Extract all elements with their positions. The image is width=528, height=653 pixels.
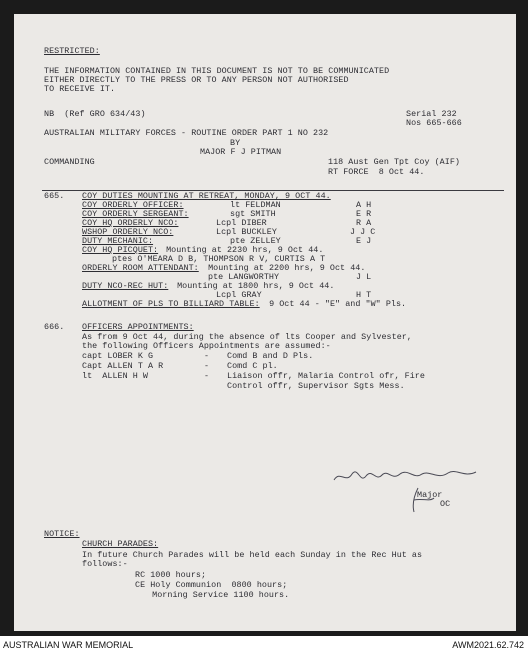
unit-name: 118 Aust Gen Tpt Coy (AIF) xyxy=(328,157,460,167)
duty-initials: A H xyxy=(356,200,372,210)
picquet-members: ptes O'MEARA D B, THOMPSON R V, CURTIS A T xyxy=(112,254,326,264)
duty-name: lt FELDMAN xyxy=(230,200,281,210)
appointment-duty: Comd C pl. xyxy=(227,361,278,371)
appointment-dash: - xyxy=(204,351,210,361)
duty-name: pte ZELLEY xyxy=(230,236,281,246)
serial-number: Serial 232 xyxy=(406,109,457,119)
signatory-rank: Major xyxy=(417,490,443,500)
commanding-label: COMMANDING xyxy=(44,157,95,167)
appointment-name: capt LOBER K G xyxy=(82,351,154,361)
commander-name: MAJOR F J PITMAN xyxy=(200,147,282,157)
archive-footer xyxy=(0,636,528,653)
handwritten-signature xyxy=(330,462,490,514)
billiard-label: ALLOTMENT OF PLS TO BILLIARD TABLE: xyxy=(82,299,260,309)
duty-initials: E R xyxy=(356,209,372,219)
service-time: Morning Service 1100 hours. xyxy=(142,590,290,600)
duty-name: Lcpl DIBER xyxy=(216,218,267,228)
attendant-label: ORDERLY ROOM ATTENDANT: xyxy=(82,263,199,273)
accession-number: AWM2021.62.742 xyxy=(452,640,524,650)
appointment-name: Capt ALLEN T A R xyxy=(82,361,164,371)
appointment-duty: Comd B and D Pls. xyxy=(227,351,314,361)
attendant-initials: J L xyxy=(356,272,372,282)
duty-role: COY ORDERLY SERGEANT: xyxy=(82,209,189,219)
picquet-label: COY HQ PICQUET: xyxy=(82,245,159,255)
duty-role: COY HQ ORDERLY NCO: xyxy=(82,218,179,228)
rec-hut-initials: H T xyxy=(356,290,372,300)
duty-role: COY ORDERLY OFFICER: xyxy=(82,200,184,210)
nb-reference: NB (Ref GRO 634/43) xyxy=(44,109,146,119)
church-parades-heading: CHURCH PARADES: xyxy=(82,539,159,549)
picquet-text: Mounting at 2230 hrs, 9 Oct 44. xyxy=(161,245,324,255)
order-665-heading: COY DUTIES MOUNTING AT RETREAT, MONDAY, 9 OCT 44. xyxy=(82,191,331,201)
notice-heading: NOTICE: xyxy=(44,529,80,539)
service-time: RC 1000 hours; xyxy=(135,570,207,580)
order-666-heading: OFFICERS APPOINTMENTS: xyxy=(82,322,194,332)
location-date: RT FORCE 8 Oct 44. xyxy=(328,167,425,177)
document-title: AUSTRALIAN MILITARY FORCES - ROUTINE ORDER PART 1 NO 232 xyxy=(44,128,329,138)
attendant-name: pte LANGWORTHY xyxy=(208,272,280,282)
service-time: CE Holy Communion 0800 hours; xyxy=(135,580,288,590)
duty-role: WSHOP ORDERLY NCO: xyxy=(82,227,174,237)
appointment-duty-continued: Control offr, Supervisor Sgts Mess. xyxy=(227,381,405,391)
appointment-dash: - xyxy=(204,361,210,371)
duty-role: DUTY MECHANIC: xyxy=(82,236,154,246)
notice-line-2: follows:- xyxy=(82,559,128,569)
appointment-duty: Liaison offr, Malaria Control ofr, Fire xyxy=(227,371,425,381)
appointments-intro-2: the following Officers Appointments are assumed:- xyxy=(82,341,331,351)
warning-line-2: EITHER DIRECTLY TO THE PRESS OR TO ANY PERSON NOT AUTHORISED xyxy=(44,75,349,85)
warning-line-1: THE INFORMATION CONTAINED IN THIS DOCUMENT IS NOT TO BE COMMUNICATED xyxy=(44,66,390,76)
duty-initials: R A xyxy=(356,218,372,228)
archive-name: AUSTRALIAN WAR MEMORIAL xyxy=(3,640,134,650)
signatory-unit: OC xyxy=(440,499,451,509)
order-665-number: 665. xyxy=(44,191,65,201)
rec-hut-text: Mounting at 1800 hrs, 9 Oct 44. xyxy=(172,281,335,291)
duty-name: Lcpl BUCKLEY xyxy=(216,227,277,237)
order-666-number: 666. xyxy=(44,322,65,332)
classification-heading: RESTRICTED: xyxy=(44,46,100,56)
billiard-text: 9 Oct 44 - "E" and "W" Pls. xyxy=(264,299,407,309)
order-numbers: Nos 665-666 xyxy=(406,118,462,128)
warning-line-3: TO RECEIVE IT. xyxy=(44,84,116,94)
by-line: BY xyxy=(230,138,241,148)
rec-hut-label: DUTY NCO-REC HUT: xyxy=(82,281,169,291)
attendant-text: Mounting at 2200 hrs, 9 Oct 44. xyxy=(203,263,366,273)
appointment-dash: - xyxy=(204,371,210,381)
appointments-intro-1: As from 9 Oct 44, during the absence of lts Cooper and Sylvester, xyxy=(82,332,412,342)
duty-name: sgt SMITH xyxy=(230,209,276,219)
duty-initials: E J xyxy=(356,236,372,246)
duty-initials: J J C xyxy=(350,227,376,237)
notice-line-1: In future Church Parades will be held each Sunday in the Rec Hut as xyxy=(82,550,423,560)
document-page xyxy=(14,14,516,631)
appointment-name: lt ALLEN H W xyxy=(82,371,148,381)
rec-hut-name: Lcpl GRAY xyxy=(216,290,262,300)
